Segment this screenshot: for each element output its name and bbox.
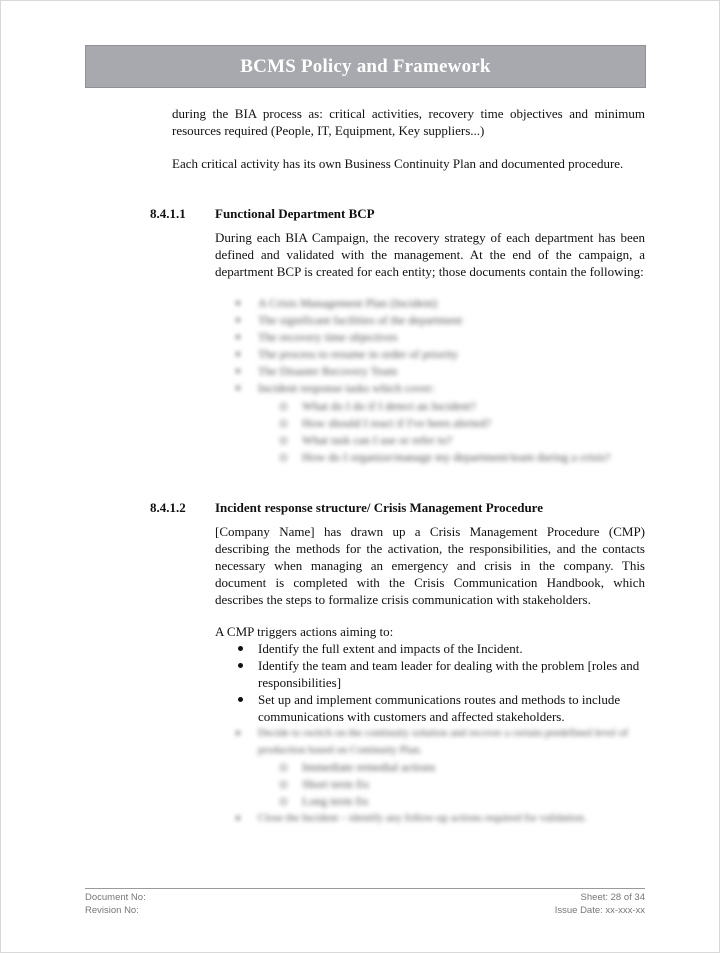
sub-list-item: Short term fix	[280, 776, 369, 793]
sub-list-item: How do I organize/manage my department/team during a crisis?	[280, 449, 645, 466]
list-item: The Disaster Recovery Team	[236, 363, 397, 380]
sub-list-item: What do I do if I detect an Incident?	[280, 398, 476, 415]
document-header-bar	[85, 45, 646, 88]
cmp-triggers-intro: A CMP triggers actions aiming to:	[215, 624, 394, 639]
list-item: A Crisis Management Plan (Incident)	[236, 295, 437, 312]
section2-body: [Company Name] has drawn up a Crisis Management Procedure (CMP) describing the methods for the activation, the responsibilities, and the contacts necessary when managing an emergency and crisis in the company. This document is completed with the Crisis Communication Handbook, which describes the steps to formalize crisis communication with stakeholders.	[215, 524, 645, 607]
section-number: 8.4.1.2	[150, 500, 186, 515]
issue-date: Issue Date: xx-xxx-xx	[554, 905, 645, 916]
list-item: Decide to switch on the continuity solution and recover a certain predefined level of production based on Continuity Plan.	[236, 725, 645, 759]
list-item: Identify the full extent and impacts of the Incident.	[258, 640, 645, 657]
list-item: The process to resume in order of priority	[236, 346, 458, 363]
document-title: BCMS Policy and Framework	[240, 55, 491, 77]
sub-list-item: Long term fix	[280, 793, 369, 810]
sub-list-item: How should I react if I've been alerted?	[280, 415, 491, 432]
list-item: Set up and implement communications routes and methods to include communications with customers and affected stakeholders.	[258, 691, 645, 725]
list-item: Identify the team and team leader for dealing with the problem [roles and responsibilities]	[258, 657, 645, 691]
intro-paragraph-1: during the BIA process as: critical activities, recovery time objectives and minimum resources required (People, IT, Equipment, Key suppliers...)	[172, 106, 645, 138]
section-title: Functional Department BCP	[215, 206, 375, 221]
list-item: The recovery time objectives	[236, 329, 398, 346]
document-number-label: Document No:	[85, 892, 146, 903]
list-item: Incident response tasks which cover:	[236, 380, 435, 397]
section1-body: During each BIA Campaign, the recovery strategy of each department has been defined and validated with the management. At the end of the campaign, a department BCP is created for each entity; those documents contain the following:	[215, 230, 645, 279]
list-item: Close the Incident – identify any follow-up actions required for validation.	[236, 810, 645, 827]
sub-list-item: Immediate remedial actions	[280, 759, 435, 776]
footer-divider	[85, 888, 645, 889]
intro-paragraph-2: Each critical activity has its own Business Continuity Plan and documented procedure.	[172, 156, 624, 171]
sheet-number: Sheet: 28 of 34	[580, 892, 645, 903]
footer-right	[445, 891, 645, 917]
footer-left	[85, 891, 146, 917]
sub-list-item: What task can I use or refer to?	[280, 432, 452, 449]
section-number: 8.4.1.1	[150, 206, 186, 221]
list-item: The significant facilities of the department	[236, 312, 462, 329]
section-title: Incident response structure/ Crisis Management Procedure	[215, 500, 543, 515]
section-heading-8-4-1-2	[150, 499, 645, 516]
section-heading-8-4-1-1	[150, 205, 645, 222]
revision-number-label: Revision No:	[85, 905, 139, 916]
